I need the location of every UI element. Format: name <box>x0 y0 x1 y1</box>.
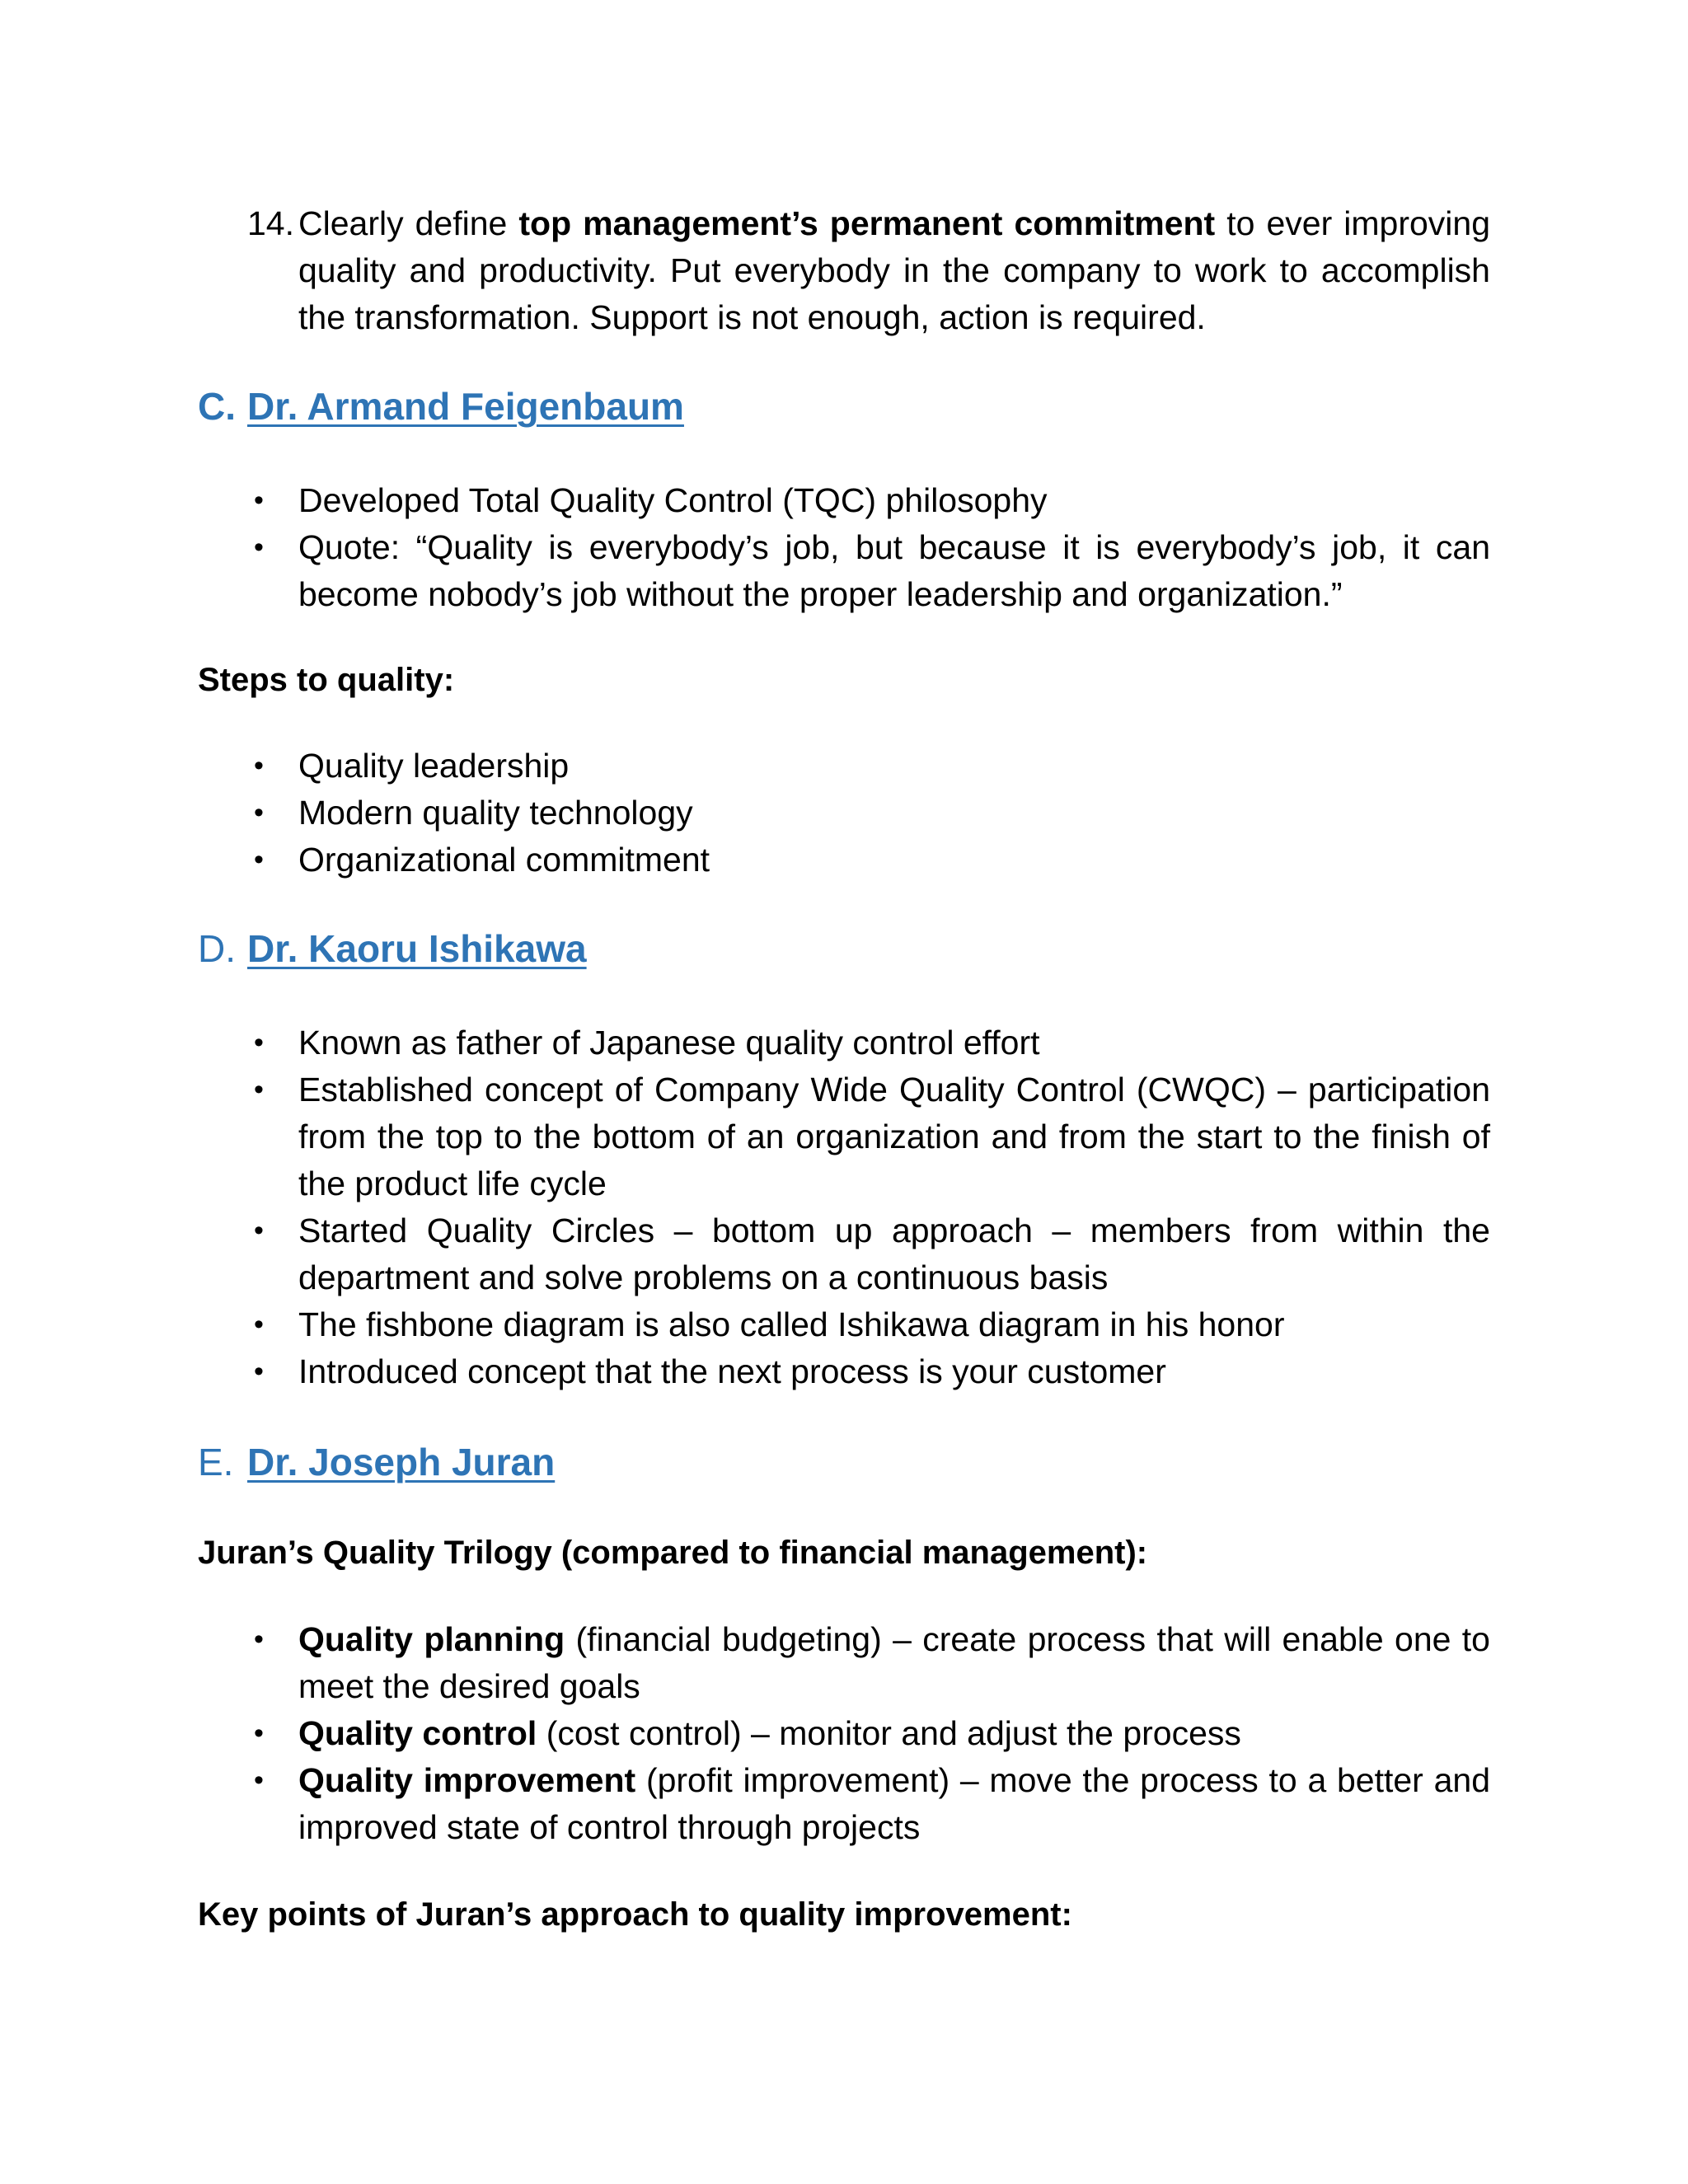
section-letter: D. <box>198 927 236 970</box>
list-item: • Quality leadership <box>247 743 1490 790</box>
steps-label: Steps to quality: <box>198 662 455 698</box>
section-c-bullets <box>247 477 1490 618</box>
bullet-icon: • <box>254 1309 264 1340</box>
trilogy-label: Juran’s Quality Trilogy (compared to financial management): <box>198 1535 1148 1571</box>
list-item: • Organizational commitment <box>247 837 1490 883</box>
bullet-icon: • <box>254 1356 264 1387</box>
section-title: Dr. Kaoru Ishikawa <box>247 927 587 970</box>
bullet-icon: • <box>254 1027 264 1058</box>
bullet-icon: • <box>254 1215 264 1246</box>
list-item: • Modern quality technology <box>247 790 1490 837</box>
section-d-bullets <box>247 1019 1490 1395</box>
item-14-text-before: Clearly define <box>298 204 519 242</box>
list-item: • Quote: “Quality is everybody’s job, but because it is everybody’s job, it can become nobody’s job without the proper leadership and organization.” <box>247 524 1490 618</box>
bullet-icon: • <box>254 797 264 828</box>
bullet-icon: • <box>254 1718 264 1749</box>
bullet-icon: • <box>254 485 264 516</box>
list-item: • Quality improvement (profit improvement) – move the process to a better and improved state of control through projects <box>247 1757 1490 1851</box>
list-item: • Introduced concept that the next process is your customer <box>247 1348 1490 1395</box>
bullet-icon: • <box>254 750 264 781</box>
bullet-icon: • <box>254 532 264 563</box>
list-number: 14. <box>247 204 294 242</box>
list-item: • Quality planning (financial budgeting) – create process that will enable one to meet the desired goals <box>247 1616 1490 1710</box>
list-item: • Known as father of Japanese quality control effort <box>247 1019 1490 1066</box>
bullet-icon: • <box>254 844 264 875</box>
key-points-label: Key points of Juran’s approach to quality improvement: <box>198 1896 1072 1933</box>
item-14-text-after: to ever improving quality and productivity. Put everybody in the company to work to accomplish the transformation. Support is not enough, action is required. <box>298 204 1491 336</box>
list-item: • Started Quality Circles – bottom up approach – members from within the department and solve problems on a continuous basis <box>247 1207 1490 1301</box>
list-item: • Developed Total Quality Control (TQC) philosophy <box>247 477 1490 524</box>
list-item: • Quality control (cost control) – monitor and adjust the process <box>247 1710 1490 1757</box>
section-letter: E. <box>198 1441 234 1483</box>
bullet-icon: • <box>254 1074 264 1105</box>
section-letter: C. <box>198 385 236 428</box>
bullet-icon: • <box>254 1624 264 1655</box>
steps-list <box>247 743 1490 883</box>
section-d-heading <box>198 924 587 973</box>
trilogy-list <box>247 1616 1490 1851</box>
section-title: Dr. Armand Feigenbaum <box>247 385 684 428</box>
list-item: • Established concept of Company Wide Quality Control (CWQC) – participation from the top to the bottom of an organization and from the start to the finish of the product life cycle <box>247 1066 1490 1207</box>
item-14-text <box>298 200 1490 341</box>
section-title: Dr. Joseph Juran <box>247 1441 556 1483</box>
section-c-heading <box>198 382 684 431</box>
section-e-heading <box>198 1437 555 1487</box>
item-14-bold: top management’s permanent commitment <box>518 204 1216 242</box>
bullet-icon: • <box>254 1765 264 1796</box>
list-item: • The fishbone diagram is also called Ishikawa diagram in his honor <box>247 1301 1490 1348</box>
